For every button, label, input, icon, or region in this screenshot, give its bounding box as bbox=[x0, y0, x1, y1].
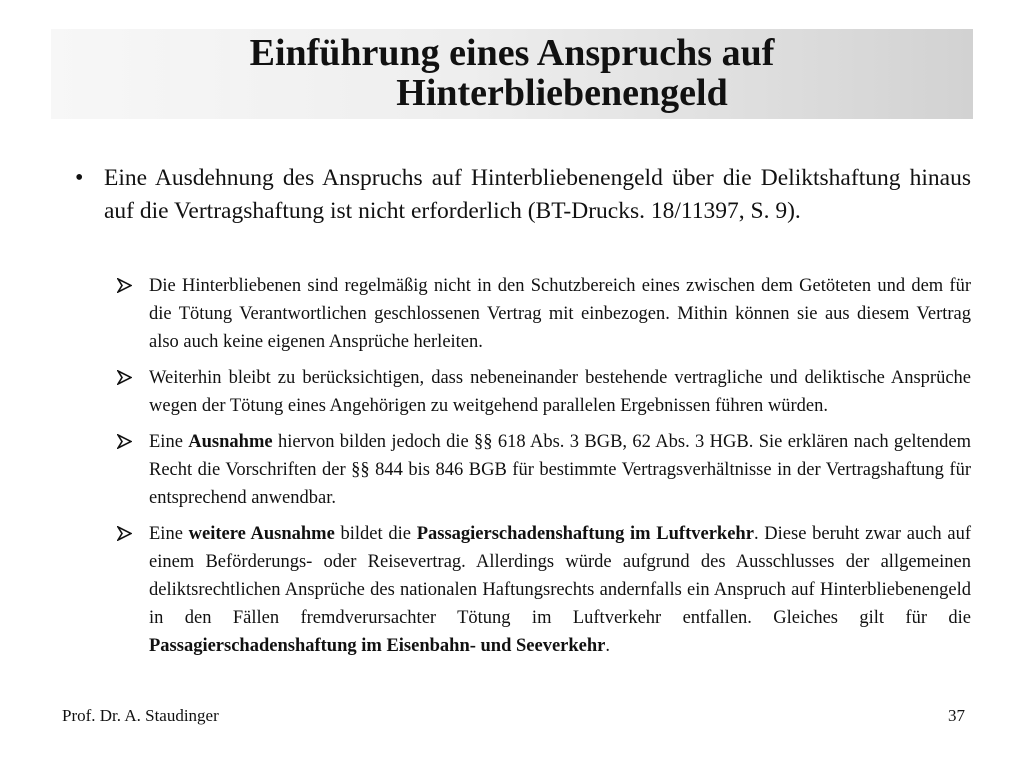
sub-bullet bbox=[117, 364, 971, 420]
main-bullet-text: Eine Ausdehnung des Anspruchs auf Hinterbliebenengeld über die Deliktshaftung hinaus auf die Vertragshaftung ist nicht erforderlich (BT-Drucks. 18/11397, S. 9). bbox=[104, 165, 971, 224]
title-bar bbox=[51, 29, 973, 119]
title-line-1: Einführung eines Anspruchs auf bbox=[249, 32, 775, 74]
sub-bullet-text bbox=[149, 364, 971, 420]
sub-bullet bbox=[117, 428, 971, 512]
text-part: Eine bbox=[149, 432, 189, 452]
arrow-bullet-icon bbox=[117, 428, 137, 459]
sub-bullet-text bbox=[149, 272, 971, 356]
bold-text: Ausnahme bbox=[188, 432, 273, 452]
text-part: hiervon bilden jedoch die §§ 618 Abs. 3 BGB, 62 Abs. 3 HGB. Sie erklären nach geltendem Recht die Vorschriften der §§ 844 bis 846 BGB für bestimmte Vertragsverhältnisse in der Vertragshaftung für entsprechend anwendbar. bbox=[149, 432, 971, 508]
text-part: Eine bbox=[149, 524, 189, 544]
footer-author: Prof. Dr. A. Staudinger bbox=[62, 706, 219, 725]
bold-text: Passagierschadenshaftung im Eisenbahn- und Seeverkehr bbox=[149, 636, 606, 656]
sub-bullet-text bbox=[149, 428, 971, 512]
page-number: 37 bbox=[948, 706, 965, 725]
bold-text: Passagierschadenshaftung im Luftverkehr bbox=[416, 524, 754, 544]
arrow-bullet-icon bbox=[117, 520, 137, 551]
text-part: Die Hinterbliebenen sind regelmäßig nicht in den Schutzbereich eines zwischen dem Getöteten und dem für die Tötung Verantwortlichen geschlossenen Vertrag mit einbezogen. Mithin können sie aus diesem Vertrag also auch keine eigenen Ansprüche herleiten. bbox=[149, 276, 971, 352]
sub-bullet bbox=[117, 272, 971, 356]
page-title bbox=[51, 33, 973, 113]
title-line-2: Hinterbliebenengeld bbox=[396, 72, 728, 114]
text-part: Weiterhin bleibt zu berücksichtigen, dass nebeneinander bestehende vertragliche und deliktische Ansprüche wegen der Tötung eines Angehörigen zu weitgehend parallelen Ergebnissen führen würden. bbox=[149, 368, 971, 416]
text-part: . Diese beruht zwar auch auf einem Beförderungs- oder Reisevertrag. Allerdings würde aufgrund des Ausschlusses der allgemeinen deliktsrechtlichen Ansprüche des nationalen Haftungsrechts andernfalls ein Anspruch auf Hinterbliebenengeld in den Fällen fremdverursachter Tötung im Luftverkehr entfallen. Gleiches gilt für die bbox=[149, 524, 972, 628]
arrow-bullet-icon bbox=[117, 272, 137, 303]
bullet-dot-icon: • bbox=[75, 165, 84, 191]
main-bullet bbox=[75, 162, 971, 228]
sub-bullet bbox=[117, 520, 971, 660]
text-part: bildet die bbox=[334, 524, 417, 544]
arrow-bullet-icon bbox=[117, 364, 137, 395]
sub-bullet-text bbox=[149, 520, 971, 660]
sub-bullet-list bbox=[117, 272, 971, 668]
text-part: . bbox=[605, 636, 611, 656]
bold-text: weitere Ausnahme bbox=[188, 524, 335, 544]
